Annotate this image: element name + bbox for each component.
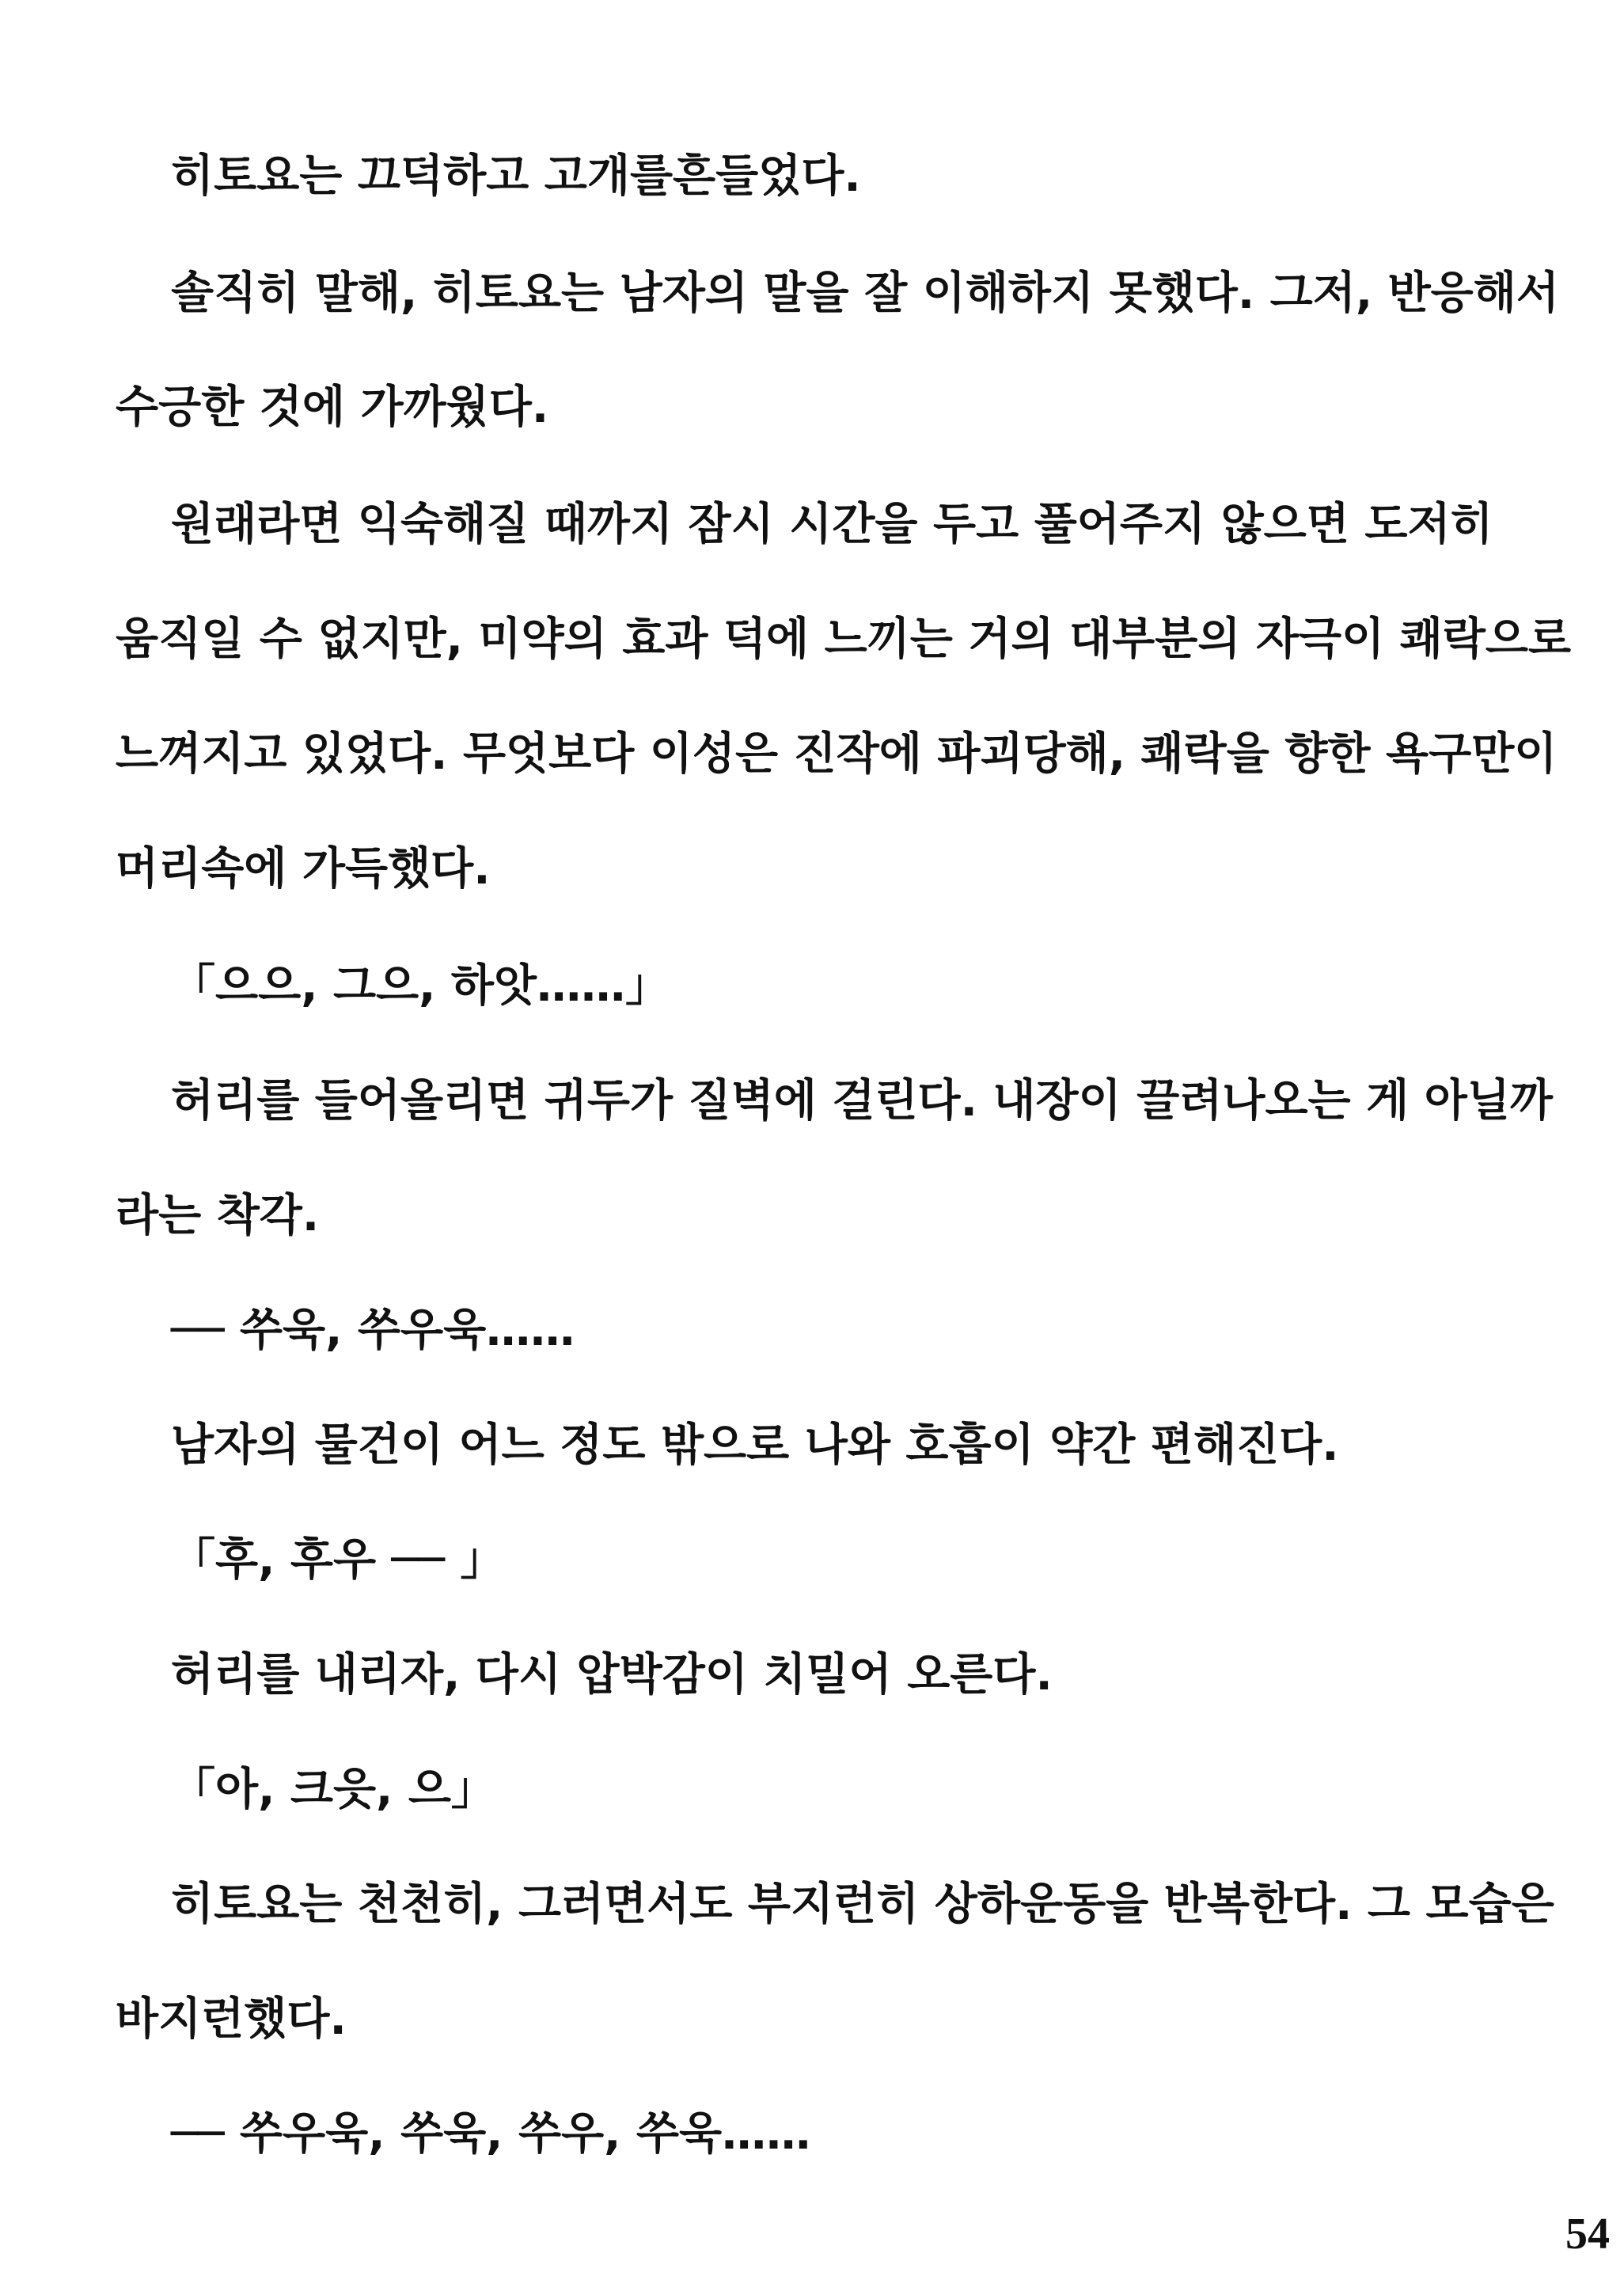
text-line: 솔직히 말해, 히토요는 남자의 말을 잘 이해하지 못했다. 그저, 반응해서	[171, 268, 1559, 319]
text-line: 히토요는 천천히, 그러면서도 부지런히 상하운동을 반복한다. 그 모습은	[171, 1879, 1554, 1930]
text-line: 움직일 수 없지만, 미약의 효과 덕에 느끼는 거의 대부분의 자극이 쾌락으로	[116, 614, 1572, 665]
text-line: 수긍한 것에 가까웠다.	[116, 382, 549, 433]
text-line: 라는 착각.	[116, 1190, 320, 1241]
text-line: 머리속에 가득했다.	[116, 843, 491, 895]
text-line: 허리를 들어올리면 귀두가 질벽에 걸린다. 내장이 끌려나오는 게 아닐까	[171, 1075, 1554, 1127]
text-line: 「으으, 그으, 하앗……」	[171, 960, 670, 1012]
page-number: 54	[1565, 2210, 1610, 2259]
text-line: ── 쑤욱, 쑤우욱……	[171, 1305, 575, 1356]
text-line: 느껴지고 있었다. 무엇보다 이성은 진작에 파괴당해, 쾌락을 향한 욕구만이	[116, 728, 1558, 780]
text-line: 「아, 크읏, 으」	[171, 1764, 495, 1815]
text-line: ── 쑤우욱, 쑤욱, 쑤우, 쑤욱……	[171, 2108, 811, 2160]
text-line: 허리를 내리자, 다시 압박감이 치밀어 오른다.	[171, 1649, 1053, 1700]
text-line: 원래라면 익숙해질 때까지 잠시 시간을 두고 풀어주지 않으면 도저히	[171, 499, 1493, 550]
text-line: 바지런했다.	[116, 1993, 347, 2045]
text-line: 히토요는 끄덕하고 고개를흔들었다.	[171, 150, 861, 202]
text-line: 「후, 후우 ── 」	[171, 1534, 505, 1586]
text-line: 남자의 물건이 어느 정도 밖으로 나와 호흡이 약간 편해진다.	[171, 1419, 1339, 1471]
